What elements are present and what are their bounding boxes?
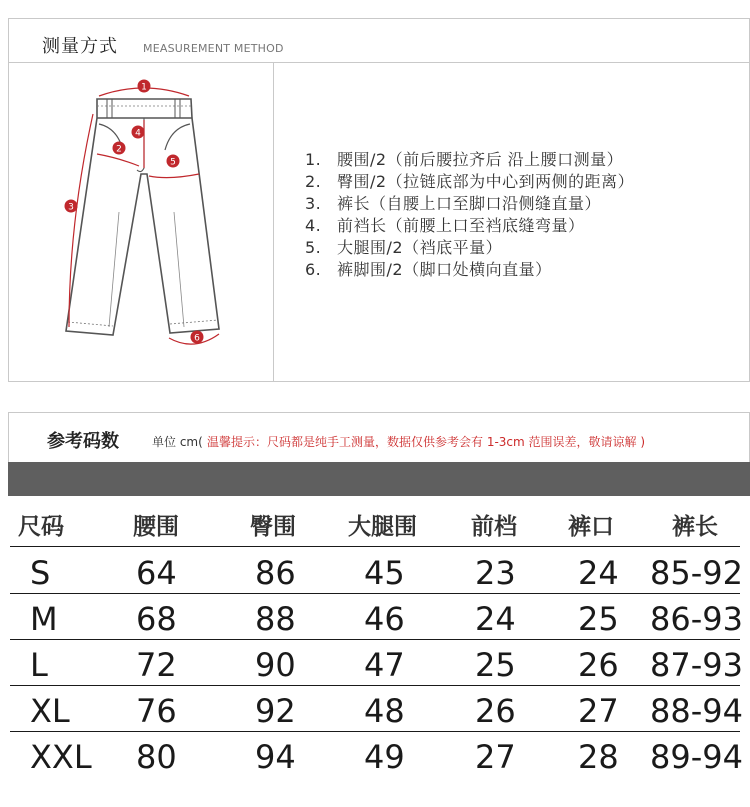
measurement-divider xyxy=(273,62,274,381)
size-cell: XXL xyxy=(30,738,92,776)
measurement-header xyxy=(9,19,749,63)
waist-cell: 76 xyxy=(136,692,177,730)
table-row xyxy=(10,732,743,782)
header-bar xyxy=(8,462,750,496)
measurement-item-num: 3. xyxy=(305,194,322,213)
table-row xyxy=(10,640,743,686)
size-cell: XL xyxy=(30,692,70,730)
measurement-item xyxy=(305,259,634,281)
measurement-item-text: 前裆长（前腰上口至裆底缝弯量） xyxy=(337,216,585,235)
size-ref-title: 参考码数 xyxy=(47,431,119,452)
hip-cell: 86 xyxy=(255,554,296,592)
hem-cell: 27 xyxy=(578,692,619,730)
length-cell: 87-93 xyxy=(650,646,743,684)
column-header-rise: 前档 xyxy=(471,514,517,540)
rise-cell: 23 xyxy=(475,554,516,592)
size-unit-label: 单位 cm( xyxy=(152,435,203,449)
pants-illustration xyxy=(9,62,273,381)
table-row xyxy=(10,686,743,732)
column-header-hem: 裤口 xyxy=(568,514,614,540)
hip-cell: 92 xyxy=(255,692,296,730)
measurement-subtitle: MEASUREMENT METHOD xyxy=(143,42,284,55)
measurement-list xyxy=(305,149,634,281)
hem-cell: 25 xyxy=(578,600,619,638)
table-row xyxy=(10,548,743,594)
marker-1-label: 1 xyxy=(141,82,147,93)
hem-cell: 28 xyxy=(578,738,619,776)
column-header-thigh: 大腿围 xyxy=(348,514,417,540)
rise-cell: 25 xyxy=(475,646,516,684)
length-cell: 86-93 xyxy=(650,600,743,638)
measurement-item xyxy=(305,149,634,171)
measurement-item-text: 臀围/2（拉链底部为中心到两侧的距离） xyxy=(337,172,635,191)
size-ref-header xyxy=(8,412,750,462)
measurement-item xyxy=(305,193,634,215)
size-cell: S xyxy=(30,554,51,592)
measurement-item-text: 裤脚围/2（脚口处横向直量） xyxy=(337,260,552,279)
table-row xyxy=(10,594,743,640)
marker-5-label: 5 xyxy=(170,157,176,168)
measurement-title: 测量方式 xyxy=(42,36,118,57)
length-cell: 89-94 xyxy=(650,738,743,776)
thigh-cell: 45 xyxy=(364,554,405,592)
measurement-item xyxy=(305,215,634,237)
marker-4-label: 4 xyxy=(135,128,141,139)
marker-3-label: 3 xyxy=(68,202,74,213)
waist-cell: 72 xyxy=(136,646,177,684)
measurement-item-num: 5. xyxy=(305,238,322,257)
thigh-cell: 47 xyxy=(364,646,405,684)
rise-cell: 27 xyxy=(475,738,516,776)
waist-cell: 64 xyxy=(136,554,177,592)
table-header-row xyxy=(10,502,740,547)
measurement-item-num: 1. xyxy=(305,150,322,169)
waist-cell: 80 xyxy=(136,738,177,776)
size-cell: L xyxy=(30,646,48,684)
measurement-item-text: 裤长（自腰上口至脚口沿侧缝直量） xyxy=(337,194,602,213)
column-header-waist: 腰围 xyxy=(133,514,179,540)
hem-cell: 24 xyxy=(578,554,619,592)
size-note: 温馨提示：尺码都是纯手工测量，数据仅供参考会有 1-3cm 范围误差，敬请谅解 ) xyxy=(207,435,646,449)
pants-diagram xyxy=(9,62,273,381)
column-header-size: 尺码 xyxy=(18,514,64,540)
measurement-item-num: 2. xyxy=(305,172,322,191)
measurement-item-num: 6. xyxy=(305,260,322,279)
hip-cell: 88 xyxy=(255,600,296,638)
column-header-length: 裤长 xyxy=(672,514,718,540)
measurement-item xyxy=(305,171,634,193)
waist-cell: 68 xyxy=(136,600,177,638)
marker-2-label: 2 xyxy=(116,144,122,155)
measurement-item-num: 4. xyxy=(305,216,322,235)
hem-cell: 26 xyxy=(578,646,619,684)
rise-cell: 26 xyxy=(475,692,516,730)
hip-cell: 90 xyxy=(255,646,296,684)
measurement-item xyxy=(305,237,634,259)
measurement-item-text: 腰围/2（前后腰拉齐后 沿上腰口测量） xyxy=(337,150,624,169)
thigh-cell: 49 xyxy=(364,738,405,776)
size-cell: M xyxy=(30,600,58,638)
thigh-cell: 48 xyxy=(364,692,405,730)
marker-6-label: 6 xyxy=(194,333,200,344)
thigh-cell: 46 xyxy=(364,600,405,638)
measurement-panel xyxy=(8,18,750,382)
rise-cell: 24 xyxy=(475,600,516,638)
length-cell: 88-94 xyxy=(650,692,743,730)
hip-cell: 94 xyxy=(255,738,296,776)
length-cell: 85-92 xyxy=(650,554,743,592)
column-header-hip: 臀围 xyxy=(250,514,296,540)
measurement-item-text: 大腿围/2（裆底平量） xyxy=(337,238,503,257)
